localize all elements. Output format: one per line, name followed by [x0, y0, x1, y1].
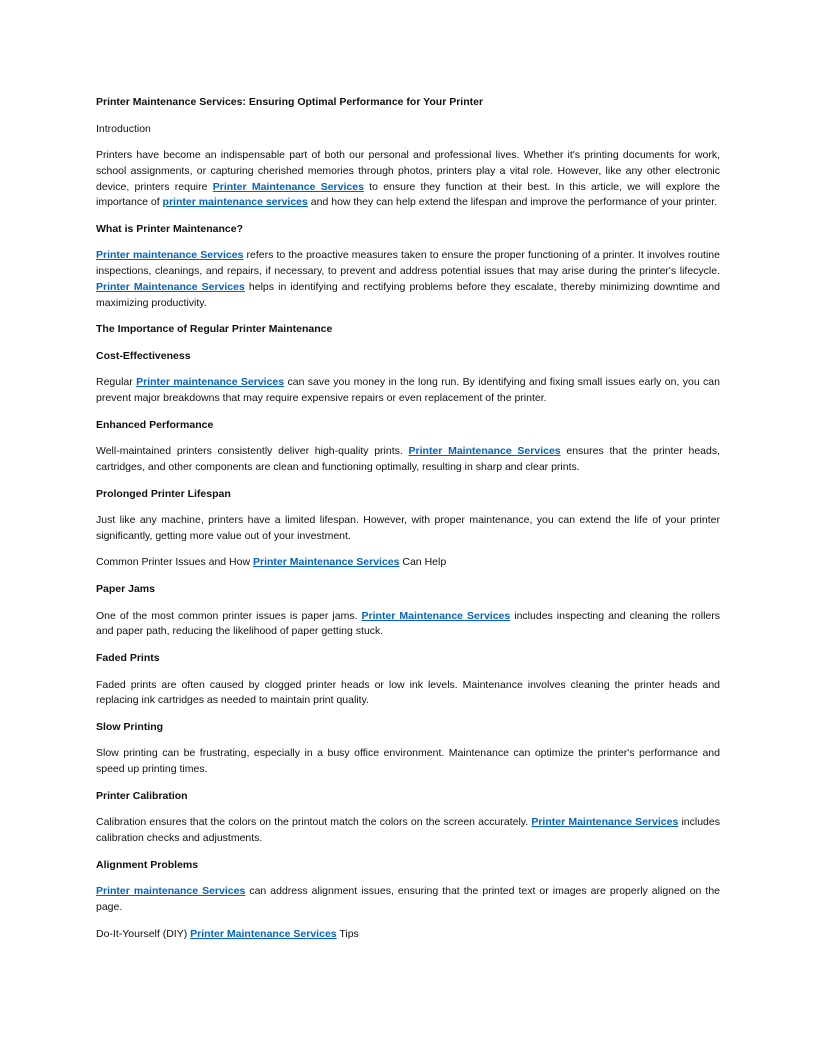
- performance-link-printer-maintenance-services[interactable]: Printer Maintenance Services: [408, 445, 561, 458]
- calibration-text-2: includes calibration checks and adjustments.: [96, 816, 720, 845]
- what-text-2: helps in identifying and rectifying problems before they escalate, thereby minimizing downtime and maximizing productivity.: [96, 280, 720, 309]
- performance-text-1: Well-maintained printers consistently deliver high-quality prints.: [96, 445, 409, 458]
- alignment-heading: Alignment Problems: [96, 858, 199, 871]
- calibration-text-1: Calibration ensures that the colors on the printout match the colors on the screen accurately.: [96, 816, 532, 829]
- cost-heading: Cost-Effectiveness: [96, 349, 191, 362]
- calibration-paragraph: [96, 815, 720, 846]
- intro-link-printer-maintenance-services[interactable]: Printer Maintenance Services: [212, 180, 364, 193]
- intro-text-1: Printers have become an indispensable part of both our personal and professional lives. Whether it's printing documents for work, school assignments, or capturing cherished memories through photos, printers play a vital role. However, like any other electronic device, printers require: [96, 149, 720, 193]
- slow-heading: Slow Printing: [96, 720, 164, 733]
- common-text-1: Common Printer Issues and How: [96, 556, 253, 569]
- cost-link-printer-maintenance-services[interactable]: Printer maintenance Services: [136, 376, 285, 389]
- diy-link-printer-maintenance-services[interactable]: Printer Maintenance Services: [190, 927, 337, 940]
- intro-link-printer-maintenance-services-2[interactable]: printer maintenance services: [162, 196, 308, 209]
- common-issues-line: [96, 555, 720, 571]
- importance-heading: The Importance of Regular Printer Maintenance: [96, 323, 333, 336]
- lifespan-paragraph: Just like any machine, printers have a limited lifespan. However, with proper maintenance, you can extend the life of your printer significantly, getting more value out of your investment.: [96, 514, 720, 542]
- what-link-printer-maintenance-services[interactable]: Printer maintenance Services: [96, 249, 244, 262]
- performance-paragraph: [96, 444, 720, 475]
- diy-line: [96, 927, 720, 943]
- what-link-printer-maintenance-services-2[interactable]: Printer Maintenance Services: [96, 280, 245, 293]
- document-page: [96, 95, 720, 953]
- jams-link-printer-maintenance-services[interactable]: Printer Maintenance Services: [361, 609, 511, 622]
- jams-text-1: One of the most common printer issues is paper jams.: [96, 609, 362, 622]
- cost-text-1: Regular: [96, 376, 137, 389]
- cost-paragraph: [96, 375, 720, 406]
- performance-text-2: ensures that the printer heads, cartridges, and other components are clean and functioning optimally, resulting in sharp and clear prints.: [96, 445, 721, 473]
- cost-text-2: can save you money in the long run. By identifying and fixing small issues early on, you can prevent major breakdowns that may require expensive repairs or even replacement of the printer.: [96, 376, 720, 405]
- alignment-text-1: can address alignment issues, ensuring that the printed text or images are properly aligned on the page.: [96, 885, 720, 913]
- jams-paragraph: [96, 609, 720, 640]
- faded-paragraph: Faded prints are often caused by clogged printer heads or low ink levels. Maintenance involves cleaning the printer heads and replacing ink cartridges as needed to maintain print quality.: [96, 678, 720, 707]
- intro-text-3: and how they can help extend the lifespan and improve the performance of your printer.: [307, 196, 718, 209]
- jams-heading: Paper Jams: [96, 583, 155, 596]
- alignment-paragraph: [96, 884, 720, 915]
- performance-heading: Enhanced Performance: [96, 418, 214, 431]
- slow-paragraph: Slow printing can be frustrating, especially in a busy office environment. Maintenance can optimize the printer's performance and speed up printing times.: [96, 747, 720, 776]
- alignment-link-printer-maintenance-services[interactable]: Printer maintenance Services: [96, 885, 246, 898]
- what-text-1: refers to the proactive measures taken to ensure the proper functioning of a printer. It involves routine inspections, cleanings, and repairs, if necessary, to prevent and address potential issues that may arise during the printer's lifecycle.: [96, 249, 720, 278]
- faded-heading: Faded Prints: [96, 651, 160, 664]
- intro-text-2: to ensure they function at their best. In this article, we will explore the importance of: [96, 180, 721, 209]
- calibration-heading: Printer Calibration: [96, 789, 188, 802]
- intro-heading: Introduction: [96, 122, 151, 135]
- diy-text-2: Tips: [336, 927, 359, 940]
- calibration-link-printer-maintenance-services[interactable]: Printer Maintenance Services: [531, 816, 679, 829]
- document-title: Printer Maintenance Services: Ensuring Optimal Performance for Your Printer: [96, 96, 484, 108]
- diy-text-1: Do-It-Yourself (DIY): [96, 927, 191, 940]
- what-heading: What is Printer Maintenance?: [96, 222, 244, 235]
- common-text-2: Can Help: [399, 556, 447, 569]
- what-paragraph: [96, 248, 720, 311]
- lifespan-heading: Prolonged Printer Lifespan: [96, 487, 231, 500]
- intro-paragraph: [96, 148, 720, 211]
- common-link-printer-maintenance-services[interactable]: Printer Maintenance Services: [252, 556, 400, 569]
- jams-text-2: includes inspecting and cleaning the rollers and paper path, reducing the likelihood of paper getting stuck.: [96, 609, 721, 638]
